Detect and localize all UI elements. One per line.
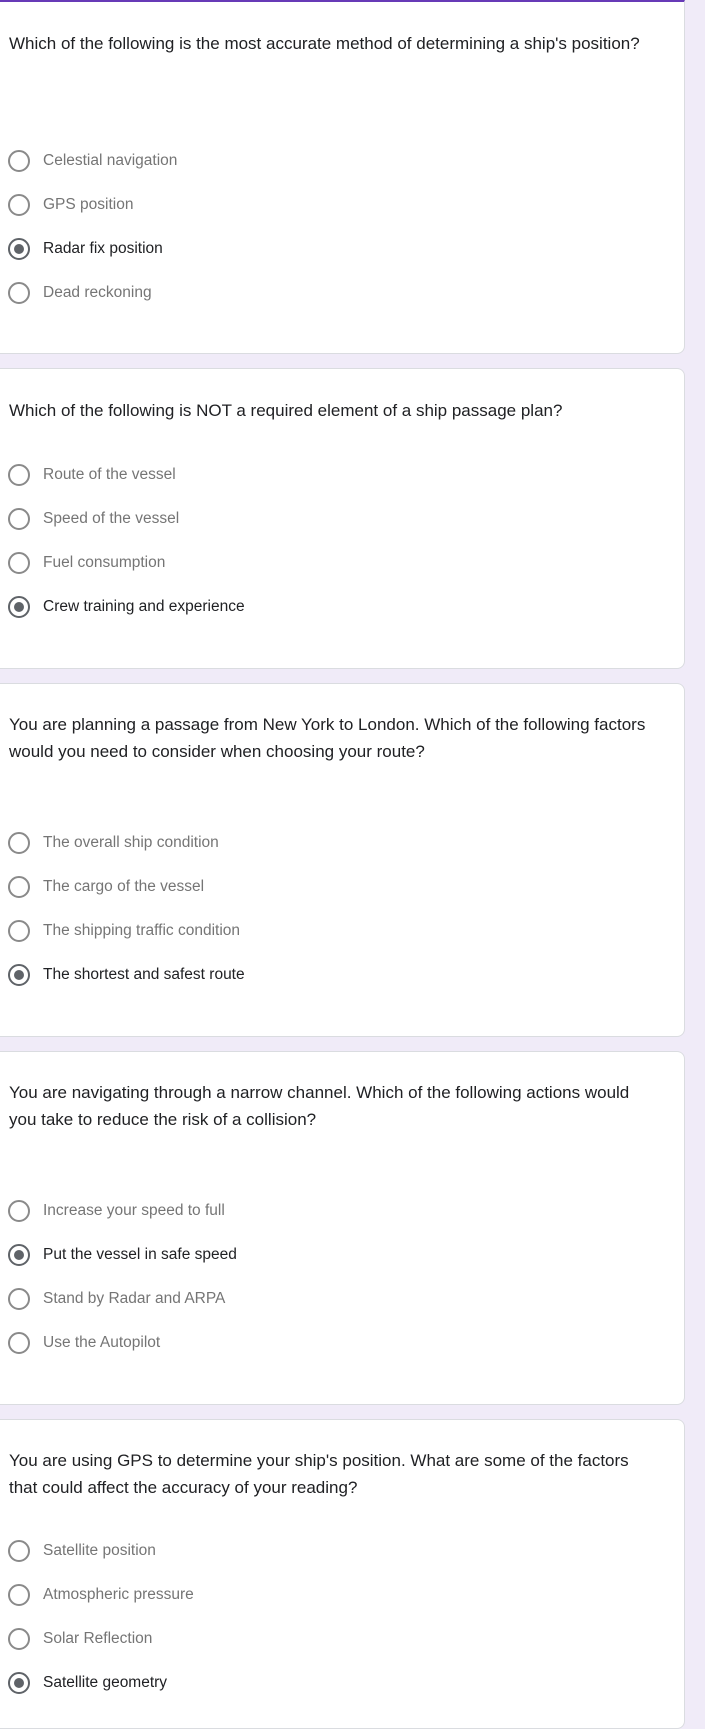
option-speed-of-the-vessel[interactable]	[8, 507, 179, 531]
radio-button[interactable]	[8, 464, 30, 486]
radio-button[interactable]	[8, 150, 30, 172]
option-label: Put the vessel in safe speed	[43, 1246, 237, 1263]
radio-button[interactable]	[8, 1200, 30, 1222]
option-shortest-safest-route[interactable]	[8, 963, 245, 987]
option-route-of-the-vessel[interactable]	[8, 463, 176, 487]
option-label: Dead reckoning	[43, 284, 152, 301]
option-celestial-navigation[interactable]	[8, 149, 177, 173]
option-label: The overall ship condition	[43, 834, 219, 851]
option-dead-reckoning[interactable]	[8, 281, 152, 305]
option-satellite-position[interactable]	[8, 1539, 156, 1563]
option-label: Crew training and experience	[43, 598, 245, 615]
question-card-1	[0, 0, 685, 354]
radio-button-checked[interactable]	[8, 964, 30, 986]
radio-button[interactable]	[8, 1584, 30, 1606]
option-label: Satellite position	[43, 1542, 156, 1559]
radio-button[interactable]	[8, 282, 30, 304]
option-label: The cargo of the vessel	[43, 878, 205, 895]
option-label: Radar fix position	[43, 240, 163, 257]
option-label: GPS position	[43, 196, 134, 213]
radio-button[interactable]	[8, 876, 30, 898]
option-gps-position[interactable]	[8, 193, 133, 217]
option-atmospheric-pressure[interactable]	[8, 1583, 194, 1607]
option-label: Use the Autopilot	[43, 1334, 161, 1351]
question-text: You are planning a passage from New York to London. Which of the following factors would you need to consider when choosing your route?	[9, 715, 646, 761]
option-label: Increase your speed to full	[43, 1202, 225, 1219]
radio-button[interactable]	[8, 1332, 30, 1354]
question-text: You are navigating through a narrow channel. Which of the following actions would you take to reduce the risk of a collision?	[9, 1083, 630, 1129]
option-increase-speed[interactable]	[8, 1199, 225, 1223]
option-cargo-of-the-vessel[interactable]	[8, 875, 204, 899]
question-card-4	[0, 1051, 685, 1405]
option-label: Celestial navigation	[43, 152, 178, 169]
option-label: The shortest and safest route	[43, 966, 245, 983]
option-label: The shipping traffic condition	[43, 922, 241, 939]
option-shipping-traffic-condition[interactable]	[8, 919, 240, 943]
option-label: Stand by Radar and ARPA	[43, 1290, 226, 1307]
option-overall-ship-condition[interactable]	[8, 831, 219, 855]
option-autopilot[interactable]	[8, 1331, 160, 1355]
question-text: Which of the following is the most accurate method of determining a ship's position?	[9, 34, 640, 53]
question-text: You are using GPS to determine your ship's position. What are some of the factors that could affect the accuracy of your reading?	[9, 1451, 629, 1497]
option-radar-arpa[interactable]	[8, 1287, 225, 1311]
radio-button-checked[interactable]	[8, 596, 30, 618]
option-safe-speed[interactable]	[8, 1243, 237, 1267]
radio-button[interactable]	[8, 1540, 30, 1562]
radio-button[interactable]	[8, 552, 30, 574]
option-crew-training[interactable]	[8, 595, 245, 619]
question-card-2	[0, 368, 685, 669]
radio-button-checked[interactable]	[8, 238, 30, 260]
radio-button-checked[interactable]	[8, 1244, 30, 1266]
option-label: Route of the vessel	[43, 466, 176, 483]
option-solar-reflection[interactable]	[8, 1627, 152, 1651]
radio-button[interactable]	[8, 920, 30, 942]
option-label: Fuel consumption	[43, 554, 166, 571]
option-label: Solar Reflection	[43, 1630, 153, 1647]
radio-button[interactable]	[8, 1628, 30, 1650]
question-card-3	[0, 683, 685, 1037]
radio-button[interactable]	[8, 508, 30, 530]
option-label: Atmospheric pressure	[43, 1586, 194, 1603]
radio-button[interactable]	[8, 194, 30, 216]
radio-button[interactable]	[8, 1288, 30, 1310]
radio-button-checked[interactable]	[8, 1672, 30, 1694]
radio-button[interactable]	[8, 832, 30, 854]
option-radar-fix-position[interactable]	[8, 237, 163, 261]
option-satellite-geometry[interactable]	[8, 1671, 167, 1695]
question-text: Which of the following is NOT a required element of a ship passage plan?	[9, 401, 563, 420]
option-label: Speed of the vessel	[43, 510, 180, 527]
option-label: Satellite geometry	[43, 1674, 168, 1691]
option-fuel-consumption[interactable]	[8, 551, 165, 575]
question-card-5	[0, 1419, 685, 1729]
